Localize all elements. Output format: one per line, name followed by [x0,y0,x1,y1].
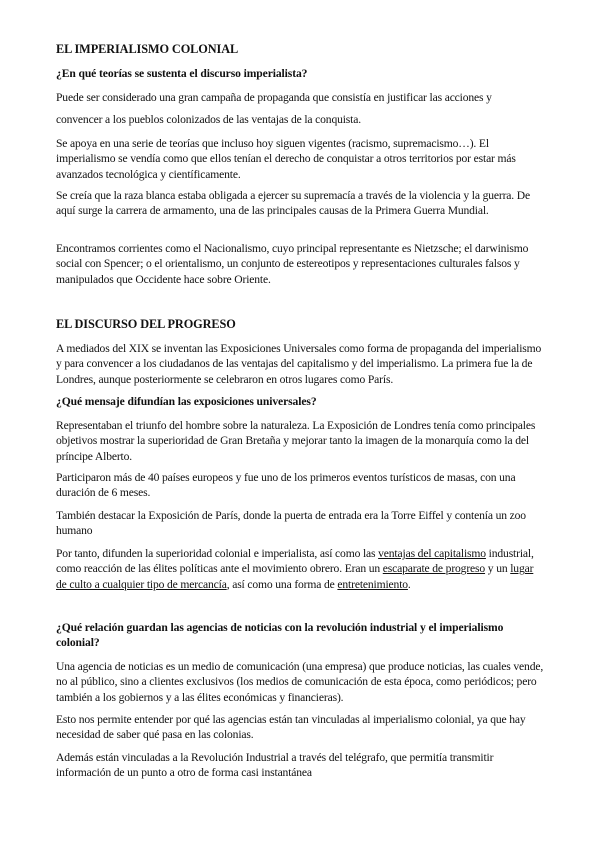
paragraph-propaganda-line1: Puede ser considerado una gran campaña de propaganda que consistía en justificar las acciones y [56,91,492,104]
paragraph-conclusion-progreso [56,546,546,592]
underlined-lugar-culto: lugar de culto a cualquier tipo de mercancía [56,562,534,591]
section-title-progreso: EL DISCURSO DEL PROGRESO [56,317,236,331]
question-mensaje: ¿Qué mensaje difundían las exposiciones universales? [56,395,317,408]
paragraph-paises: Participaron más de 40 países europeos y fue uno de los primeros eventos turísticos de masas, con una duración de 6 meses. [56,471,516,500]
paragraph-colonias: Esto nos permite entender por qué las agencias están tan vinculadas al imperialismo colonial, ya que hay necesidad de saber qué pasa en las colonias. [56,713,526,742]
conclusion-text-a: Por tanto, difunden la superioridad colonial e imperialista, así como las [56,547,379,560]
paragraph-telegrafo: Además están vinculadas a la Revolución Industrial a través del telégrafo, que permitía transmitir información de un punto a otro de forma casi instantánea [56,751,494,780]
paragraph-exposiciones: A mediados del XIX se inventan las Exposiciones Universales como forma de propaganda del imperialismo y para convencer a los ciudadanos de las ventajas del capitalismo y del imperialismo. La primera fue la de Londres, aunque posteriormente se celebraron en otros lugares como París. [56,342,542,386]
conclusion-text-b: industrial, como reacción de las élites políticas ante el movimiento obrero. Eran un [56,547,534,576]
paragraph-teorias: Se apoya en una serie de teorías que incluso hoy siguen vigentes (racismo, supremacismo…). El imperialismo se vendía como que ellos tenían el derecho de conquistar a otros territorios por estar más avanzados tecnológica y científicamente. [56,137,516,181]
conclusion-text-d: , así como una forma de [226,577,338,591]
paragraph-triunfo: Representaban el triunfo del hombre sobre la naturaleza. La Exposición de Londres tenía como principales objetivos mostrar la superioridad de Gran Bretaña y mejorar tanto la imagen de la monarquía como la del príncipe Alberto. [56,419,536,463]
underlined-entretenimiento: entretenimiento [337,577,408,591]
question-agencias: ¿Qué relación guardan las agencias de noticias con la revolución industrial y el imperialismo colonial? [56,621,504,649]
paragraph-propaganda-line2: convencer a los pueblos colonizados de las ventajas de la conquista. [56,113,361,126]
paragraph-paris: También destacar la Exposición de París, donde la puerta de entrada era la Torre Eiffel y contenía un zoo humano [56,509,526,538]
underlined-ventajas-capitalismo: ventajas del capitalismo [378,547,486,560]
paragraph-agencia-definicion: Una agencia de noticias es un medio de comunicación (una empresa) que produce noticias, las cuales vende, no al público, sino a clientes exclusivos (los medios de comunicación de esta época, como periódicos; pero también a los gobiernos y a las élites económicas y financieras). [56,660,544,704]
conclusion-text-c: y un [485,562,511,576]
paragraph-corrientes: Encontramos corrientes como el Nacionalismo, cuyo principal representante es Nietzsche; el darwinismo social con Spencer; o el orientalismo, un conjunto de estereotipos y representaciones culturales falsos y manipulados que Occidente hace sobre Oriente. [56,242,529,286]
section-title-imperialismo: EL IMPERIALISMO COLONIAL [56,42,239,56]
underlined-escaparate-progreso: escaparate de progreso [382,562,486,576]
conclusion-text-e: . [407,577,411,591]
question-teorias: ¿En qué teorías se sustenta el discurso imperialista? [56,67,308,80]
paragraph-raza-blanca: Se creía que la raza blanca estaba obligada a ejercer su supremacía a través de la violencia y la guerra. De aquí surge la carrera de armamento, una de las principales causas de la Primera Guerra Mundial. [56,189,531,218]
